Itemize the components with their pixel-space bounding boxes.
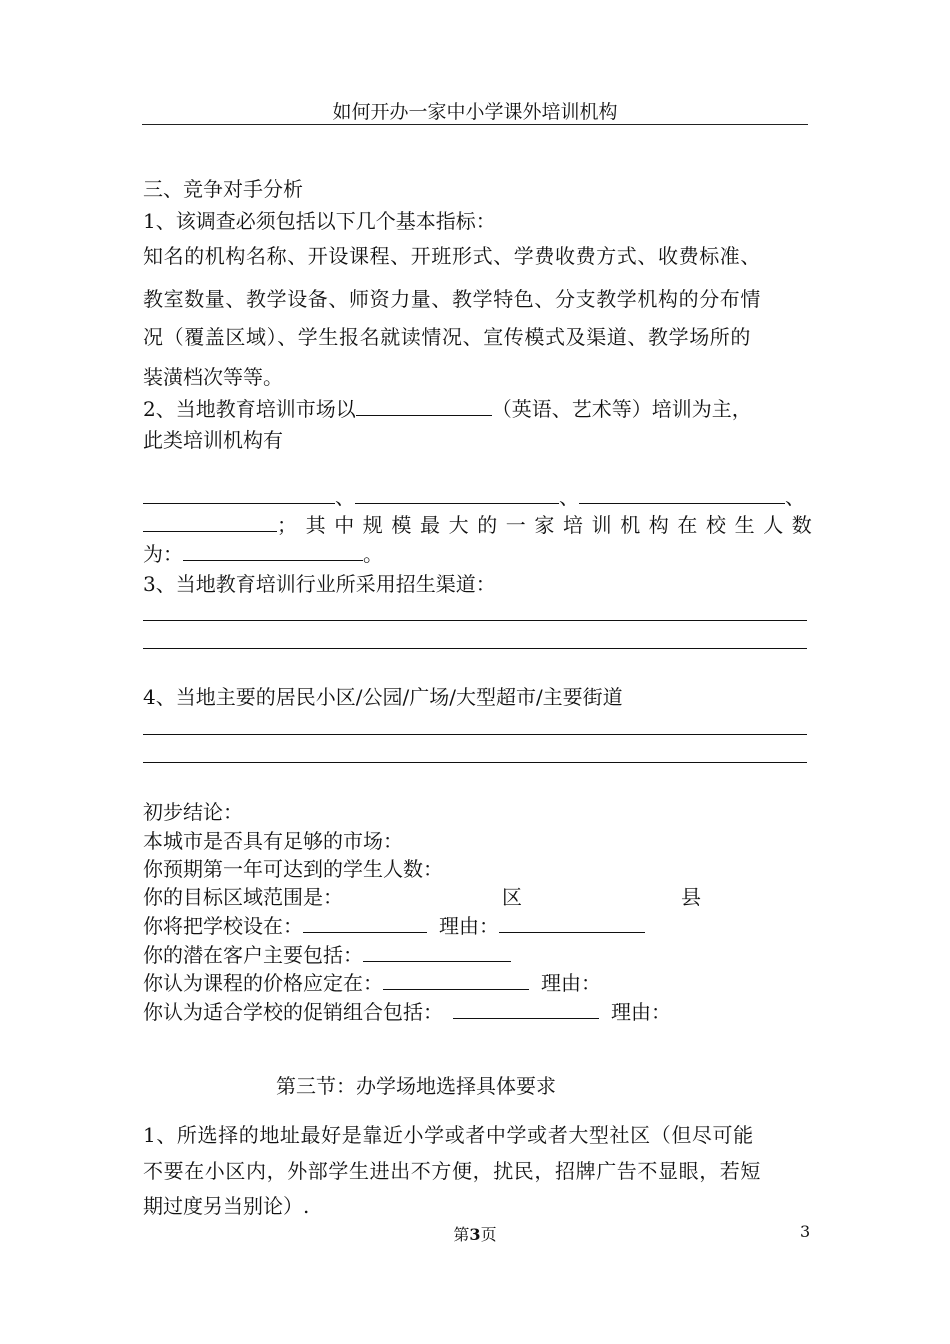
- site-para-line1: 1、所选择的地址最好是靠近小学或者中学或者大型社区（但尽可能: [143, 1123, 754, 1147]
- item-2-line5: [143, 538, 383, 567]
- reason-label: 理由：: [541, 971, 601, 995]
- question-market: 本城市是否具有足够的市场：: [143, 829, 403, 853]
- customers-label: 你的潜在客户主要包括：: [143, 943, 363, 967]
- blank-institution-3[interactable]: [579, 483, 785, 504]
- footer-suffix: 页: [480, 1225, 497, 1244]
- question-customers: [143, 939, 511, 968]
- section-site-heading: 第三节：办学场地选择具体要求: [276, 1074, 556, 1098]
- para1-line2: 教室数量、教学设备、师资力量、教学特色、分支教学机构的分布情: [143, 287, 761, 311]
- answer-line[interactable]: [143, 762, 807, 763]
- site-para-line2: 不要在小区内，外部学生进出不方便，扰民，招牌广告不显眼，若短: [143, 1159, 761, 1183]
- blank-customers[interactable]: [363, 941, 511, 962]
- blank-main-subject[interactable]: [356, 395, 492, 416]
- item-2-suffix: （英语、艺术等）培训为主，: [491, 397, 752, 421]
- question-region: 你的目标区域范围是：: [143, 885, 343, 909]
- section-heading: 三、竞争对手分析: [143, 177, 303, 201]
- question-students: 你预期第一年可达到的学生人数：: [143, 857, 443, 881]
- price-label: 你认为课程的价格应定在：: [143, 971, 383, 995]
- reason-label: 理由：: [611, 1000, 671, 1024]
- blank-institution-4[interactable]: [143, 511, 277, 532]
- reason-label: 理由：: [439, 914, 499, 938]
- answer-line[interactable]: [143, 648, 807, 649]
- largest-institution-text: ；其中规模最大的一家培训机构在校生人数: [277, 513, 821, 537]
- running-header: 如何开办一家中小学课外培训机构: [332, 101, 618, 123]
- footer-page-num: 3: [469, 1225, 481, 1244]
- para1-line3: 况（覆盖区域）、学生报名就读情况、宣传模式及渠道、教学场所的: [143, 325, 751, 349]
- district-label: 区: [502, 885, 522, 909]
- blank-location-reason[interactable]: [499, 912, 645, 933]
- site-para-line3: 期过度另当别论）.: [143, 1194, 310, 1218]
- location-label: 你将把学校设在：: [143, 914, 303, 938]
- separator: 、: [335, 485, 355, 509]
- separator: 、: [559, 485, 579, 509]
- header-rule: [142, 124, 808, 125]
- item-2-line4: [143, 509, 820, 538]
- question-promotion: [143, 996, 671, 1025]
- blank-institution-2[interactable]: [355, 483, 559, 504]
- promotion-label: 你认为适合学校的促销组合包括：: [143, 1000, 443, 1024]
- para1-line4: 装潢档次等等。: [143, 365, 283, 389]
- period: 。: [363, 542, 383, 566]
- blank-price[interactable]: [383, 969, 529, 990]
- question-location: [143, 910, 645, 939]
- item-2-prefix: 2、当地教育培训市场以: [143, 397, 356, 421]
- conclusion-heading: 初步结论：: [143, 800, 243, 824]
- item-4: 4、当地主要的居民小区/公园/广场/大型超市/主要街道: [143, 685, 623, 709]
- institution-blanks-row: [143, 481, 805, 510]
- blank-institution-1[interactable]: [143, 483, 335, 504]
- blank-location[interactable]: [303, 912, 427, 933]
- item-3: 3、当地教育培训行业所采用招生渠道：: [143, 572, 496, 596]
- student-count-label: 为：: [143, 542, 183, 566]
- item-2-line2: 此类培训机构有: [143, 428, 283, 452]
- question-price: [143, 967, 601, 996]
- blank-promotion[interactable]: [453, 998, 599, 1019]
- blank-student-count[interactable]: [183, 540, 363, 561]
- item-2-line1: [143, 393, 752, 422]
- answer-line[interactable]: [143, 734, 807, 735]
- para1-line1: 知名的机构名称、开设课程、开班形式、学费收费方式、收费标准、: [143, 244, 761, 268]
- page-number: 3: [800, 1222, 811, 1241]
- footer-prefix: 第: [453, 1225, 470, 1244]
- item-1: 1、该调查必须包括以下几个基本指标：: [143, 209, 496, 233]
- separator: 、: [785, 485, 805, 509]
- county-label: 县: [681, 885, 701, 909]
- answer-line[interactable]: [143, 620, 807, 621]
